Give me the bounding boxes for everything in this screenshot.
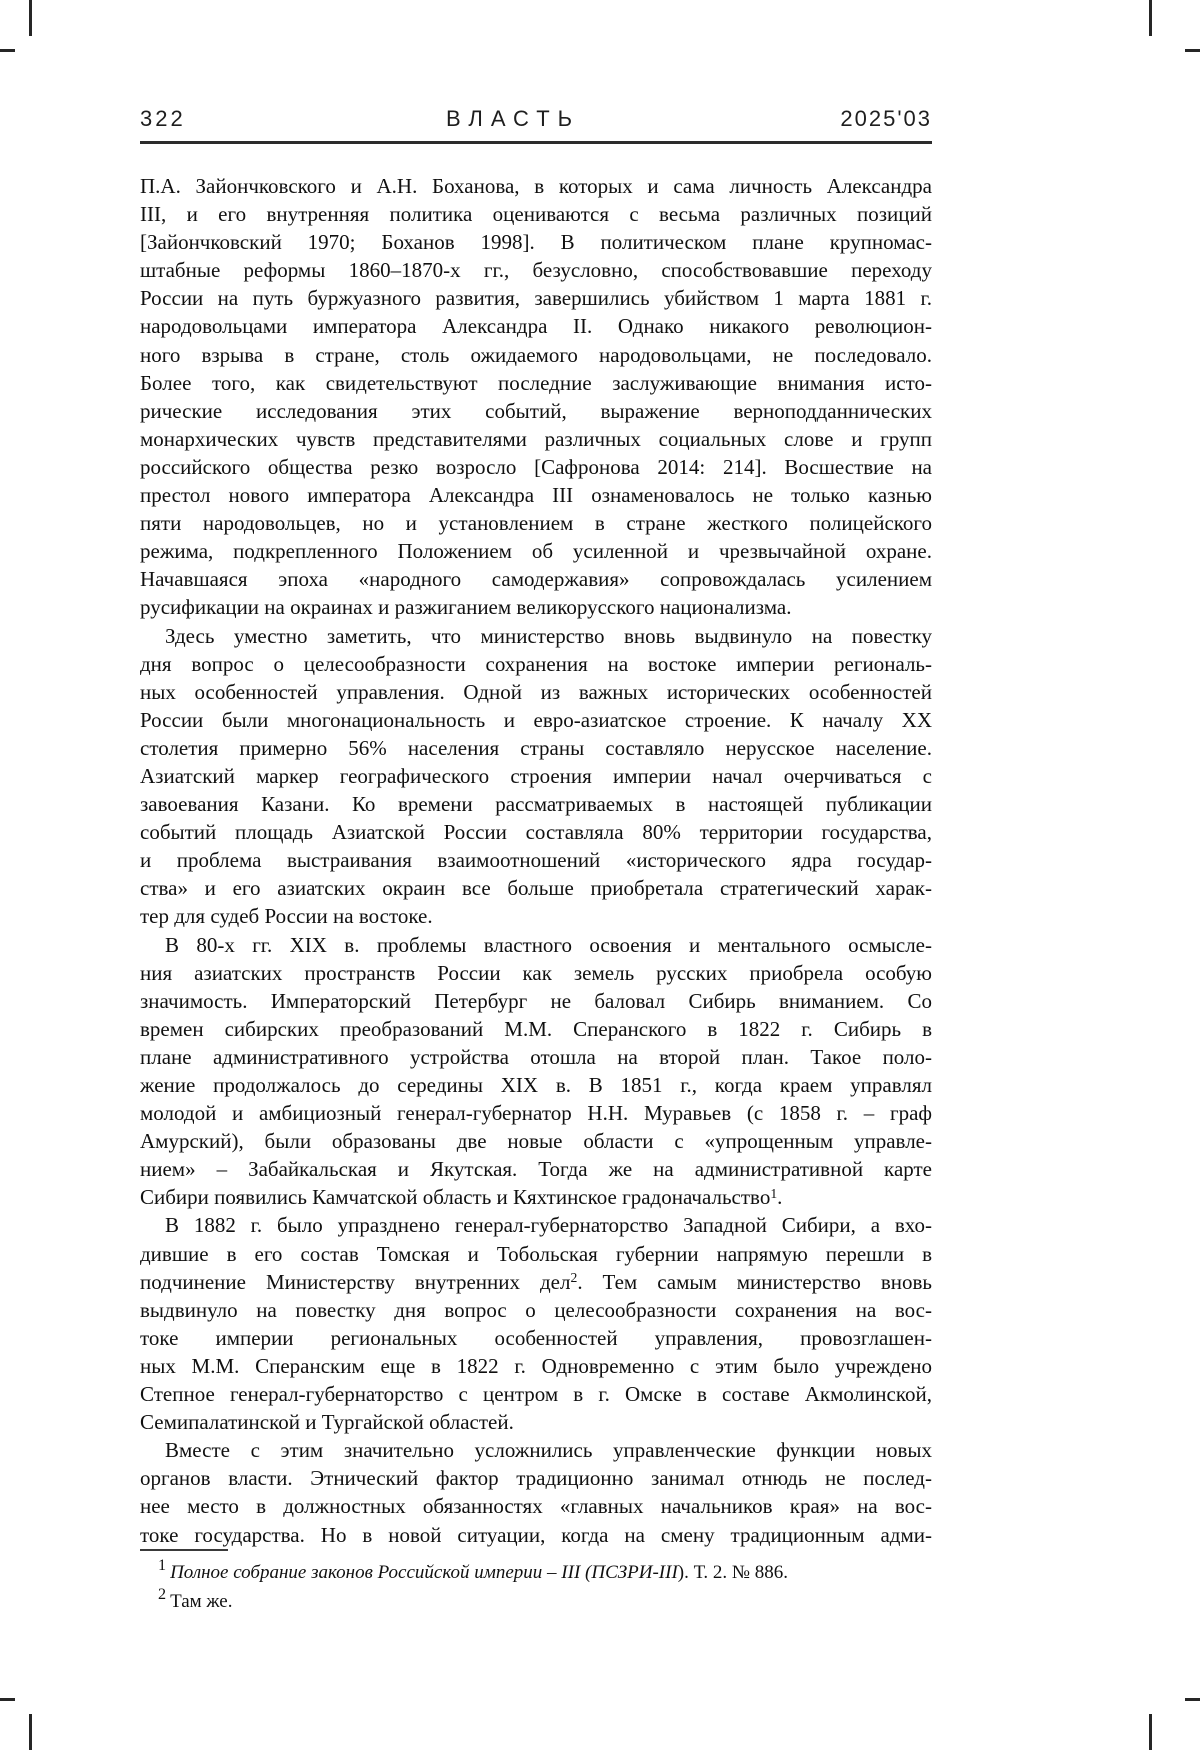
text-line: Более того, как свидетельствуют последние заслуживающие внимания исто- xyxy=(140,370,932,395)
crop-mark-bottom-right-horizontal xyxy=(1185,1698,1200,1701)
crop-mark-top-right-horizontal xyxy=(1185,49,1200,52)
text-line: столетия примерно 56% населения страны составляло нерусское население. xyxy=(140,735,932,760)
text-line: нее место в должностных обязанностях «главных начальников края» на вос- xyxy=(140,1494,932,1519)
text-line: В 80-х гг. XIX в. проблемы властного освоения и ментального осмысле- xyxy=(165,932,932,957)
text-line: Азиатский маркер географического строения империи начал очерчиваться с xyxy=(140,763,932,788)
text-line: тер для судеб России на востоке. xyxy=(140,904,433,929)
text-line: монархических чувств представителями различных социальных слове и групп xyxy=(140,426,932,451)
text-line: России на путь буржуазного развития, завершились убийством 1 марта 1881 г. xyxy=(140,286,932,311)
text-line: органов власти. Этнический фактор традиционно занимал отнюдь не послед- xyxy=(140,1466,932,1491)
text-line: дня вопрос о целесообразности сохранения на востоке империи региональ- xyxy=(140,651,932,676)
text-line: России были многонациональность и евро-азиатское строение. К началу XX xyxy=(140,707,932,732)
text-line: российского общества резко возросло [Сафронова 2014: 214]. Восшествие на xyxy=(140,454,932,479)
text-line: выдвинуло на повестку дня вопрос о целесообразности сохранения на вос- xyxy=(140,1297,932,1322)
text-line: токе государства. Но в новой ситуации, когда на смену традиционным адми- xyxy=(140,1522,932,1547)
text-line: пяти народовольцев, но и установлением в стране жесткого полицейского xyxy=(140,511,932,536)
header-rule xyxy=(140,141,932,144)
running-head xyxy=(140,106,932,132)
text-line: ных особенностей управления. Одной из важных исторических особенностей xyxy=(140,679,932,704)
text-line: завоевания Казани. Ко времени рассматриваемых в настоящей публикации xyxy=(140,792,932,817)
text-line: престол нового императора Александра III ознаменовалось не только казнью xyxy=(140,483,932,508)
text-line: режима, подкрепленного Положением об усиленной и чрезвычайной охране. xyxy=(140,539,932,564)
crop-mark-bottom-left-horizontal xyxy=(0,1698,15,1701)
text-line: молодой и амбициозный генерал-губернатор Н.Н. Муравьев (с 1858 г. – граф xyxy=(140,1101,932,1126)
text-line: Начавшаяся эпоха «народного самодержавия» сопровождалась усилением xyxy=(140,567,932,592)
text-line: времен сибирских преобразований М.М. Сперанского в 1822 г. Сибирь в xyxy=(140,1016,932,1041)
text-line: ного взрыва в стране, столь ожидаемого народовольцами, не последовало. xyxy=(140,342,932,367)
footnote-separator xyxy=(140,1549,228,1551)
text-line: жение продолжалось до середины XIX в. В 1851 г., когда краем управлял xyxy=(140,1073,932,1097)
crop-mark-top-left-vertical xyxy=(29,0,32,36)
text-line: Вместе с этим значительно усложнились управленческие функции новых xyxy=(165,1438,932,1463)
text-line: ных М.М. Сперанским еще в 1822 г. Одновременно с этим было учреждено xyxy=(140,1353,932,1378)
text-line: дившие в его состав Томская и Тобольская губернии напрямую перешли в xyxy=(140,1241,932,1266)
text-line: III, и его внутренняя политика оцениваются с весьма различных позиций xyxy=(140,202,932,227)
issue-number: 2025'03 xyxy=(840,106,932,131)
footnotes xyxy=(140,1558,932,1616)
text-line: В 1882 г. было упразднено генерал-губернаторство Западной Сибири, а вхо- xyxy=(165,1213,932,1238)
crop-mark-bottom-right-vertical xyxy=(1149,1714,1152,1750)
text-line: событий площадь Азиатской России составляла 80% территории государства, xyxy=(140,820,932,845)
text-line: П.А. Зайончковского и А.Н. Боханова, в которых и сама личность Александра xyxy=(140,174,932,198)
text-line: токе империи региональных особенностей управления, провозглашен- xyxy=(140,1325,932,1350)
text-line: нием» – Забайкальская и Якутская. Тогда же на административной карте xyxy=(140,1157,932,1182)
text-line: штабные реформы 1860–1870-х гг., безусловно, способствовавшие переходу xyxy=(140,258,932,283)
text-line: Степное генерал-губернаторство с центром в г. Омске в составе Акмолинской, xyxy=(140,1382,932,1407)
text-line: Амурский), были образованы две новые области с «упрощенным управле- xyxy=(140,1129,932,1154)
text-line: русификации на окраинах и разжиганием великорусского национализма. xyxy=(140,595,792,620)
text-line: народовольцами императора Александра II. Однако никакого революцион- xyxy=(140,314,932,339)
text-line: Сибири появились Камчатской область и Кяхтинское градоначальство$^1$. xyxy=(140,1185,783,1210)
page-number: 322 xyxy=(140,106,186,131)
footnote-item: $^2$ Там же. xyxy=(158,1585,233,1612)
text-line: Здесь уместно заметить, что министерство вновь выдвинуло на повестку xyxy=(165,623,932,648)
crop-mark-top-left-horizontal xyxy=(0,49,15,52)
article-body xyxy=(140,172,932,1549)
text-line: Семипалатинской и Тургайской областей. xyxy=(140,1410,514,1435)
text-line: ства» и его азиатских окраин все больше приобретала стратегический харак- xyxy=(140,876,932,901)
crop-mark-top-right-vertical xyxy=(1149,0,1152,36)
text-line: рические исследования этих событий, выражение верноподданнических xyxy=(140,398,932,423)
text-line: плане административного устройства отошла на второй план. Такое поло- xyxy=(140,1044,932,1069)
footnote-item: $^1$ Полное собрание законов Российской империи – III (ПСЗРИ-III). Т. 2. № 886. xyxy=(158,1556,788,1583)
text-line: ния азиатских пространств России как земель русских приобрела особую xyxy=(140,960,932,985)
text-line: и проблема выстраивания взаимоотношений «исторического ядра государ- xyxy=(140,848,932,873)
text-line: значимость. Императорский Петербург не баловал Сибирь вниманием. Со xyxy=(140,988,932,1013)
text-line: [Зайончковский 1970; Боханов 1998]. В политическом плане крупномас- xyxy=(140,230,932,255)
journal-title: ВЛАСТЬ xyxy=(446,106,581,131)
crop-mark-bottom-left-vertical xyxy=(29,1714,32,1750)
text-line: подчинение Министерству внутренних дел$^2$. Тем самым министерство вновь xyxy=(140,1269,932,1294)
